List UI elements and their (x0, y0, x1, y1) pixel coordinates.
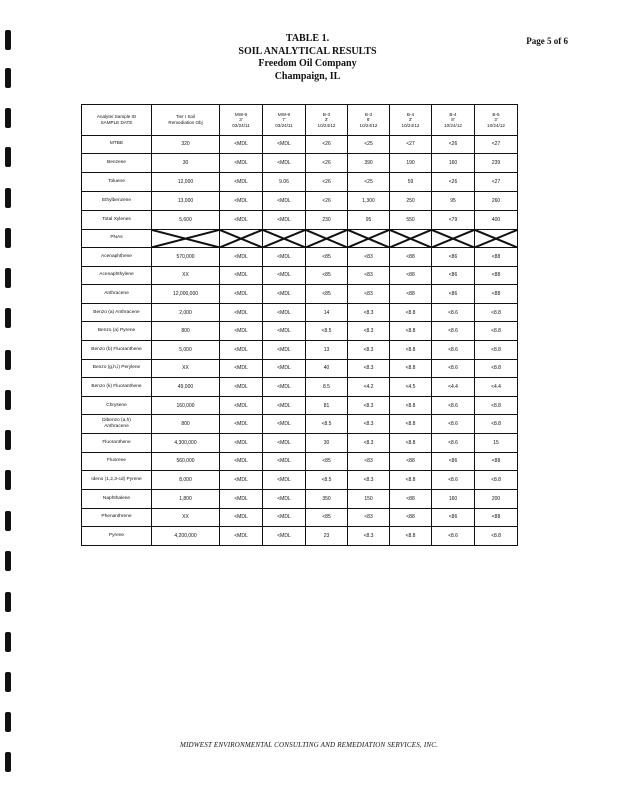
tier-value: 160,000 (152, 396, 220, 415)
analyte-name: Fluoranthene (82, 434, 152, 453)
sample-id: B-4 (449, 111, 457, 117)
result-value: <8.5 (306, 322, 348, 341)
result-value: <MDL (263, 285, 306, 304)
binder-hole (5, 430, 11, 450)
binder-hole (5, 188, 11, 208)
result-value: <86 (432, 266, 475, 285)
result-value: <8.6 (432, 471, 475, 490)
table-row (82, 415, 518, 434)
table-row (82, 266, 518, 285)
result-value: <8.8 (475, 527, 518, 546)
result-value: <25 (348, 135, 390, 154)
sample-id: B-3 (364, 111, 373, 117)
analyte-name: Fluorene (82, 452, 152, 471)
crossed-cell (220, 229, 263, 247)
tier-header-label: Tier I Soil (175, 114, 196, 120)
binder-hole (5, 108, 11, 128)
result-value: <MDL (220, 303, 263, 322)
crossed-cell (432, 229, 475, 247)
sample-date-header-label: SAMPLE DATE (100, 119, 133, 125)
tier-value: 2,000 (152, 303, 220, 322)
result-value: <8.3 (348, 303, 390, 322)
analyte-name (82, 415, 152, 434)
result-value: <88 (475, 452, 518, 471)
analyte-name: Toluene (82, 173, 152, 192)
table-row (82, 192, 518, 211)
result-value: 14 (306, 303, 348, 322)
result-value: <MDL (263, 489, 306, 508)
table-row (82, 210, 518, 229)
result-value: <85 (306, 266, 348, 285)
result-value: <4.5 (390, 378, 432, 397)
result-value: <MDL (220, 396, 263, 415)
result-value: 30 (306, 434, 348, 453)
sample-depth: 3' (239, 117, 243, 123)
crossed-cell (348, 229, 390, 247)
result-value: <8.8 (390, 303, 432, 322)
sample-header (263, 105, 306, 136)
cross-mark-icon (348, 230, 389, 247)
result-value: 81 (306, 396, 348, 415)
analyte-name: Anthracene (82, 285, 152, 304)
result-value: 59 (390, 173, 432, 192)
result-value: <MDL (220, 471, 263, 490)
result-value: <27 (475, 173, 518, 192)
sample-depth: 3' (408, 117, 413, 123)
sample-date: 10/24/12 (487, 123, 505, 129)
result-value: 250 (390, 192, 432, 211)
crossed-cell (306, 229, 348, 247)
result-value: 95 (348, 210, 390, 229)
result-value: 13 (306, 341, 348, 360)
soil-results-table (81, 104, 518, 546)
result-value: <8.3 (348, 322, 390, 341)
result-value: <26 (306, 135, 348, 154)
result-value: 1,300 (348, 192, 390, 211)
crossed-cell (475, 229, 518, 247)
table-row (82, 359, 518, 378)
result-value: <MDL (220, 173, 263, 192)
crossed-cell (390, 229, 432, 247)
crossed-cell (152, 229, 220, 247)
result-value: <88 (390, 489, 432, 508)
result-value: <8.6 (432, 415, 475, 434)
tier-value: 12,000 (152, 173, 220, 192)
result-value: 23 (306, 527, 348, 546)
sample-id: B-4 (406, 111, 415, 117)
result-value: <4.2 (348, 378, 390, 397)
binder-hole (5, 390, 11, 410)
result-value: <85 (306, 508, 348, 527)
result-value: <88 (390, 508, 432, 527)
result-value: <MDL (220, 135, 263, 154)
analyte-name: Ideno (1,2,3-cd) Pyrene (82, 471, 152, 490)
tier-value: XX (152, 508, 220, 527)
result-value: 160 (432, 489, 475, 508)
analyte-name: Benzo (a) Pyrene (82, 322, 152, 341)
result-value: <8.6 (432, 527, 475, 546)
result-value: <83 (348, 285, 390, 304)
table-row (82, 489, 518, 508)
result-value: <8.8 (390, 527, 432, 546)
tier-value: 800 (152, 322, 220, 341)
analyte-name: Acenaphthene (82, 247, 152, 266)
result-value: <88 (475, 266, 518, 285)
sample-header (220, 105, 263, 136)
result-value: <8.3 (348, 396, 390, 415)
result-value: <MDL (220, 359, 263, 378)
sample-date: 03/24/11 (275, 123, 293, 129)
result-value: <4.4 (475, 378, 518, 397)
result-value: <83 (348, 266, 390, 285)
table-row (82, 527, 518, 546)
table-row (82, 396, 518, 415)
tier-header (152, 105, 220, 136)
result-value: <8.6 (432, 303, 475, 322)
result-value: 15 (475, 434, 518, 453)
table-row (82, 378, 518, 397)
analyte-name-line: Dibenzo (a,h) (102, 418, 131, 424)
result-value: <MDL (263, 210, 306, 229)
result-value: <8.8 (390, 359, 432, 378)
page-number: Page 5 of 6 (526, 36, 568, 46)
result-value: <MDL (263, 135, 306, 154)
table-row (82, 135, 518, 154)
sample-header (475, 105, 518, 136)
result-value: <MDL (263, 266, 306, 285)
result-value: 390 (348, 154, 390, 173)
tier-value: 5,600 (152, 210, 220, 229)
result-value: 200 (475, 489, 518, 508)
result-value: <MDL (220, 285, 263, 304)
sample-date: 03/24/11 (232, 123, 250, 129)
binder-hole (5, 592, 11, 612)
result-value: <MDL (263, 303, 306, 322)
result-value: <88 (390, 266, 432, 285)
analyte-name: Acenaphthylene (82, 266, 152, 285)
result-value: <MDL (263, 434, 306, 453)
result-value: <79 (432, 210, 475, 229)
table-row (82, 247, 518, 266)
cross-mark-icon (432, 230, 474, 247)
result-value: <8.8 (475, 359, 518, 378)
result-value: 9.06 (263, 173, 306, 192)
result-value: <8.6 (432, 341, 475, 360)
result-value: <MDL (220, 489, 263, 508)
binder-hole (5, 470, 11, 490)
analyte-name: MTBE (82, 135, 152, 154)
result-value: <MDL (263, 452, 306, 471)
result-value: <8.8 (390, 341, 432, 360)
sample-depth: 7' (282, 117, 286, 123)
cross-mark-icon (152, 230, 219, 247)
result-value: <83 (348, 247, 390, 266)
result-value: <4.4 (432, 378, 475, 397)
sample-date: 10/24/12 (444, 123, 462, 129)
header-row (82, 105, 518, 136)
table-row (82, 173, 518, 192)
binder-hole (5, 228, 11, 248)
analyte-name: Pyrene (82, 527, 152, 546)
result-value: <8.3 (348, 415, 390, 434)
sample-header (390, 105, 432, 136)
result-value: <86 (432, 508, 475, 527)
result-value: <85 (306, 285, 348, 304)
tier-value: 1,800 (152, 489, 220, 508)
result-value: <85 (306, 452, 348, 471)
result-value: 350 (306, 489, 348, 508)
footer-company: MIDWEST ENVIRONMENTAL CONSULTING AND REMEDIATION SERVICES, INC. (179, 741, 439, 749)
result-value: <MDL (263, 322, 306, 341)
result-value: 230 (306, 210, 348, 229)
table-row (82, 303, 518, 322)
sample-header (348, 105, 390, 136)
sample-header (306, 105, 348, 136)
result-value: <88 (475, 247, 518, 266)
result-value: <8.5 (306, 471, 348, 490)
analyte-name: Naphthalene (82, 489, 152, 508)
table-row (82, 434, 518, 453)
result-value: <8.8 (475, 396, 518, 415)
result-value: <8.3 (348, 341, 390, 360)
result-value: <MDL (220, 266, 263, 285)
result-value: 40 (306, 359, 348, 378)
analyte-name: Ethylbenzene (82, 192, 152, 211)
result-value: <8.3 (348, 434, 390, 453)
result-value: <MDL (220, 378, 263, 397)
analyte-header-label: Analyte/ Sample ID (96, 114, 137, 120)
binder-hole (5, 147, 11, 167)
result-value: 190 (390, 154, 432, 173)
result-value: <MDL (220, 247, 263, 266)
result-value: <8.8 (390, 396, 432, 415)
result-value: <85 (306, 247, 348, 266)
result-value: 8.5 (306, 378, 348, 397)
tier-value: 4,200,000 (152, 527, 220, 546)
result-value: <8.3 (348, 359, 390, 378)
result-value: <MDL (220, 452, 263, 471)
result-value: <83 (348, 452, 390, 471)
result-value: <MDL (220, 341, 263, 360)
table-row (82, 154, 518, 173)
table-row (82, 341, 518, 360)
analyte-name: Total Xylenes (82, 210, 152, 229)
binder-hole (5, 672, 11, 692)
analyte-name: Chrysene (82, 396, 152, 415)
result-value: <MDL (220, 154, 263, 173)
cross-mark-icon (263, 230, 305, 247)
analyte-name: Benzo (b) Fluoranthene (82, 341, 152, 360)
tier-value: 320 (152, 135, 220, 154)
company-name: Freedom Oil Company (258, 58, 357, 69)
tier-value: 12,000,000 (152, 285, 220, 304)
binder-hole (5, 632, 11, 652)
result-value: <MDL (263, 359, 306, 378)
result-value: <MDL (263, 378, 306, 397)
crossed-cell (263, 229, 306, 247)
tier-value: 800 (152, 415, 220, 434)
result-value: <8.3 (348, 527, 390, 546)
binder-hole (5, 268, 11, 288)
result-value: <8.8 (390, 415, 432, 434)
result-value: 160 (432, 154, 475, 173)
result-value: 95 (432, 192, 475, 211)
result-value: <MDL (263, 154, 306, 173)
analyte-name-line: Anthracene (104, 424, 129, 430)
binder-hole (5, 308, 11, 328)
result-value: <8.8 (390, 471, 432, 490)
result-value: <88 (390, 247, 432, 266)
sample-date: 10/24/12 (317, 123, 336, 129)
tier-value: 5,000 (152, 341, 220, 360)
binder-hole (5, 551, 11, 571)
result-value: <88 (390, 452, 432, 471)
analyte-name: Benzo (g,h,i) Perylene (82, 359, 152, 378)
result-value: <25 (348, 173, 390, 192)
result-value: <8.8 (390, 434, 432, 453)
result-value: <88 (390, 285, 432, 304)
table-row (82, 452, 518, 471)
table-title: SOIL ANALYTICAL RESULTS (238, 45, 377, 57)
result-value: <88 (475, 285, 518, 304)
analyte-name: Phenanthrene (82, 508, 152, 527)
sample-id: MW-9 (277, 111, 291, 117)
pnas-label: PNAs (82, 229, 152, 247)
result-value: <MDL (263, 192, 306, 211)
result-value: <83 (348, 508, 390, 527)
result-value: <8.8 (475, 341, 518, 360)
result-value: <88 (475, 508, 518, 527)
cross-mark-icon (475, 230, 517, 247)
result-value: <26 (432, 135, 475, 154)
result-value: 400 (475, 210, 518, 229)
cross-mark-icon (306, 230, 347, 247)
result-value: <8.3 (348, 471, 390, 490)
result-value: <86 (432, 452, 475, 471)
table-row (82, 322, 518, 341)
analyte-name: Benzo (a) Anthracene (82, 303, 152, 322)
result-value: <MDL (220, 210, 263, 229)
result-value: <MDL (263, 508, 306, 527)
sample-depth: 3' (324, 117, 329, 123)
result-value: <8.6 (432, 359, 475, 378)
result-value: <MDL (220, 508, 263, 527)
result-value: <MDL (263, 415, 306, 434)
table-row (82, 471, 518, 490)
sample-depth: 3' (494, 117, 498, 123)
result-value: <MDL (263, 341, 306, 360)
tier-value: 13,000 (152, 192, 220, 211)
result-value: <MDL (220, 415, 263, 434)
tier-value: 30 (152, 154, 220, 173)
result-value: <8.8 (390, 322, 432, 341)
result-value: <27 (390, 135, 432, 154)
sample-id: B-5 (492, 111, 500, 117)
binder-hole (5, 30, 11, 50)
result-value: <26 (432, 173, 475, 192)
result-value: 260 (475, 192, 518, 211)
sample-depth: 8' (366, 117, 371, 123)
result-value: <26 (306, 173, 348, 192)
result-value: <86 (432, 285, 475, 304)
tier-value: 8,000 (152, 471, 220, 490)
analyte-header (82, 105, 152, 136)
binder-hole (5, 752, 11, 772)
table-row (82, 285, 518, 304)
table-row (82, 508, 518, 527)
binder-hole (5, 511, 11, 531)
result-value: <MDL (220, 434, 263, 453)
sample-id: MW-9 (234, 111, 248, 117)
result-value: <26 (306, 154, 348, 173)
result-value: <8.8 (475, 471, 518, 490)
pnas-row (82, 229, 518, 247)
tier-value: XX (152, 359, 220, 378)
binder-hole (5, 712, 11, 732)
result-value: <86 (432, 247, 475, 266)
result-value: <8.6 (432, 434, 475, 453)
result-value: <8.8 (475, 415, 518, 434)
result-value: <MDL (220, 322, 263, 341)
result-value: <27 (475, 135, 518, 154)
tier-value: 49,000 (152, 378, 220, 397)
result-value: <MDL (263, 247, 306, 266)
result-value: <MDL (220, 527, 263, 546)
result-value: <8.6 (432, 396, 475, 415)
table-number: TABLE 1. (285, 33, 330, 44)
result-value: 239 (475, 154, 518, 173)
analyte-name: Benzene (82, 154, 152, 173)
sample-header (432, 105, 475, 136)
sample-date: 10/24/12 (401, 123, 420, 129)
tier-value: XX (152, 266, 220, 285)
result-value: 550 (390, 210, 432, 229)
result-value: <8.6 (432, 322, 475, 341)
result-value: <8.5 (306, 415, 348, 434)
binder-hole (5, 68, 11, 88)
binder-hole (5, 350, 11, 370)
tier-value: 560,000 (152, 452, 220, 471)
location: Champaign, IL (274, 70, 341, 82)
result-value: <MDL (263, 471, 306, 490)
tier-value: 570,000 (152, 247, 220, 266)
result-value: <8.8 (475, 303, 518, 322)
analyte-name: Benzo (k) Fluoranthene (82, 378, 152, 397)
result-value: 150 (348, 489, 390, 508)
sample-id: B-3 (322, 111, 331, 117)
tier-value: 4,300,000 (152, 434, 220, 453)
cross-mark-icon (220, 230, 262, 247)
page-title (200, 33, 415, 83)
sample-depth: 8' (451, 117, 455, 123)
tier-header-sublabel: Remediation Obj (168, 119, 203, 125)
result-value: <8.8 (475, 322, 518, 341)
cross-mark-icon (390, 230, 431, 247)
result-value: <MDL (220, 192, 263, 211)
result-value: <MDL (263, 396, 306, 415)
sample-date: 10/24/12 (359, 123, 378, 129)
result-value: <MDL (263, 527, 306, 546)
result-value: <26 (306, 192, 348, 211)
